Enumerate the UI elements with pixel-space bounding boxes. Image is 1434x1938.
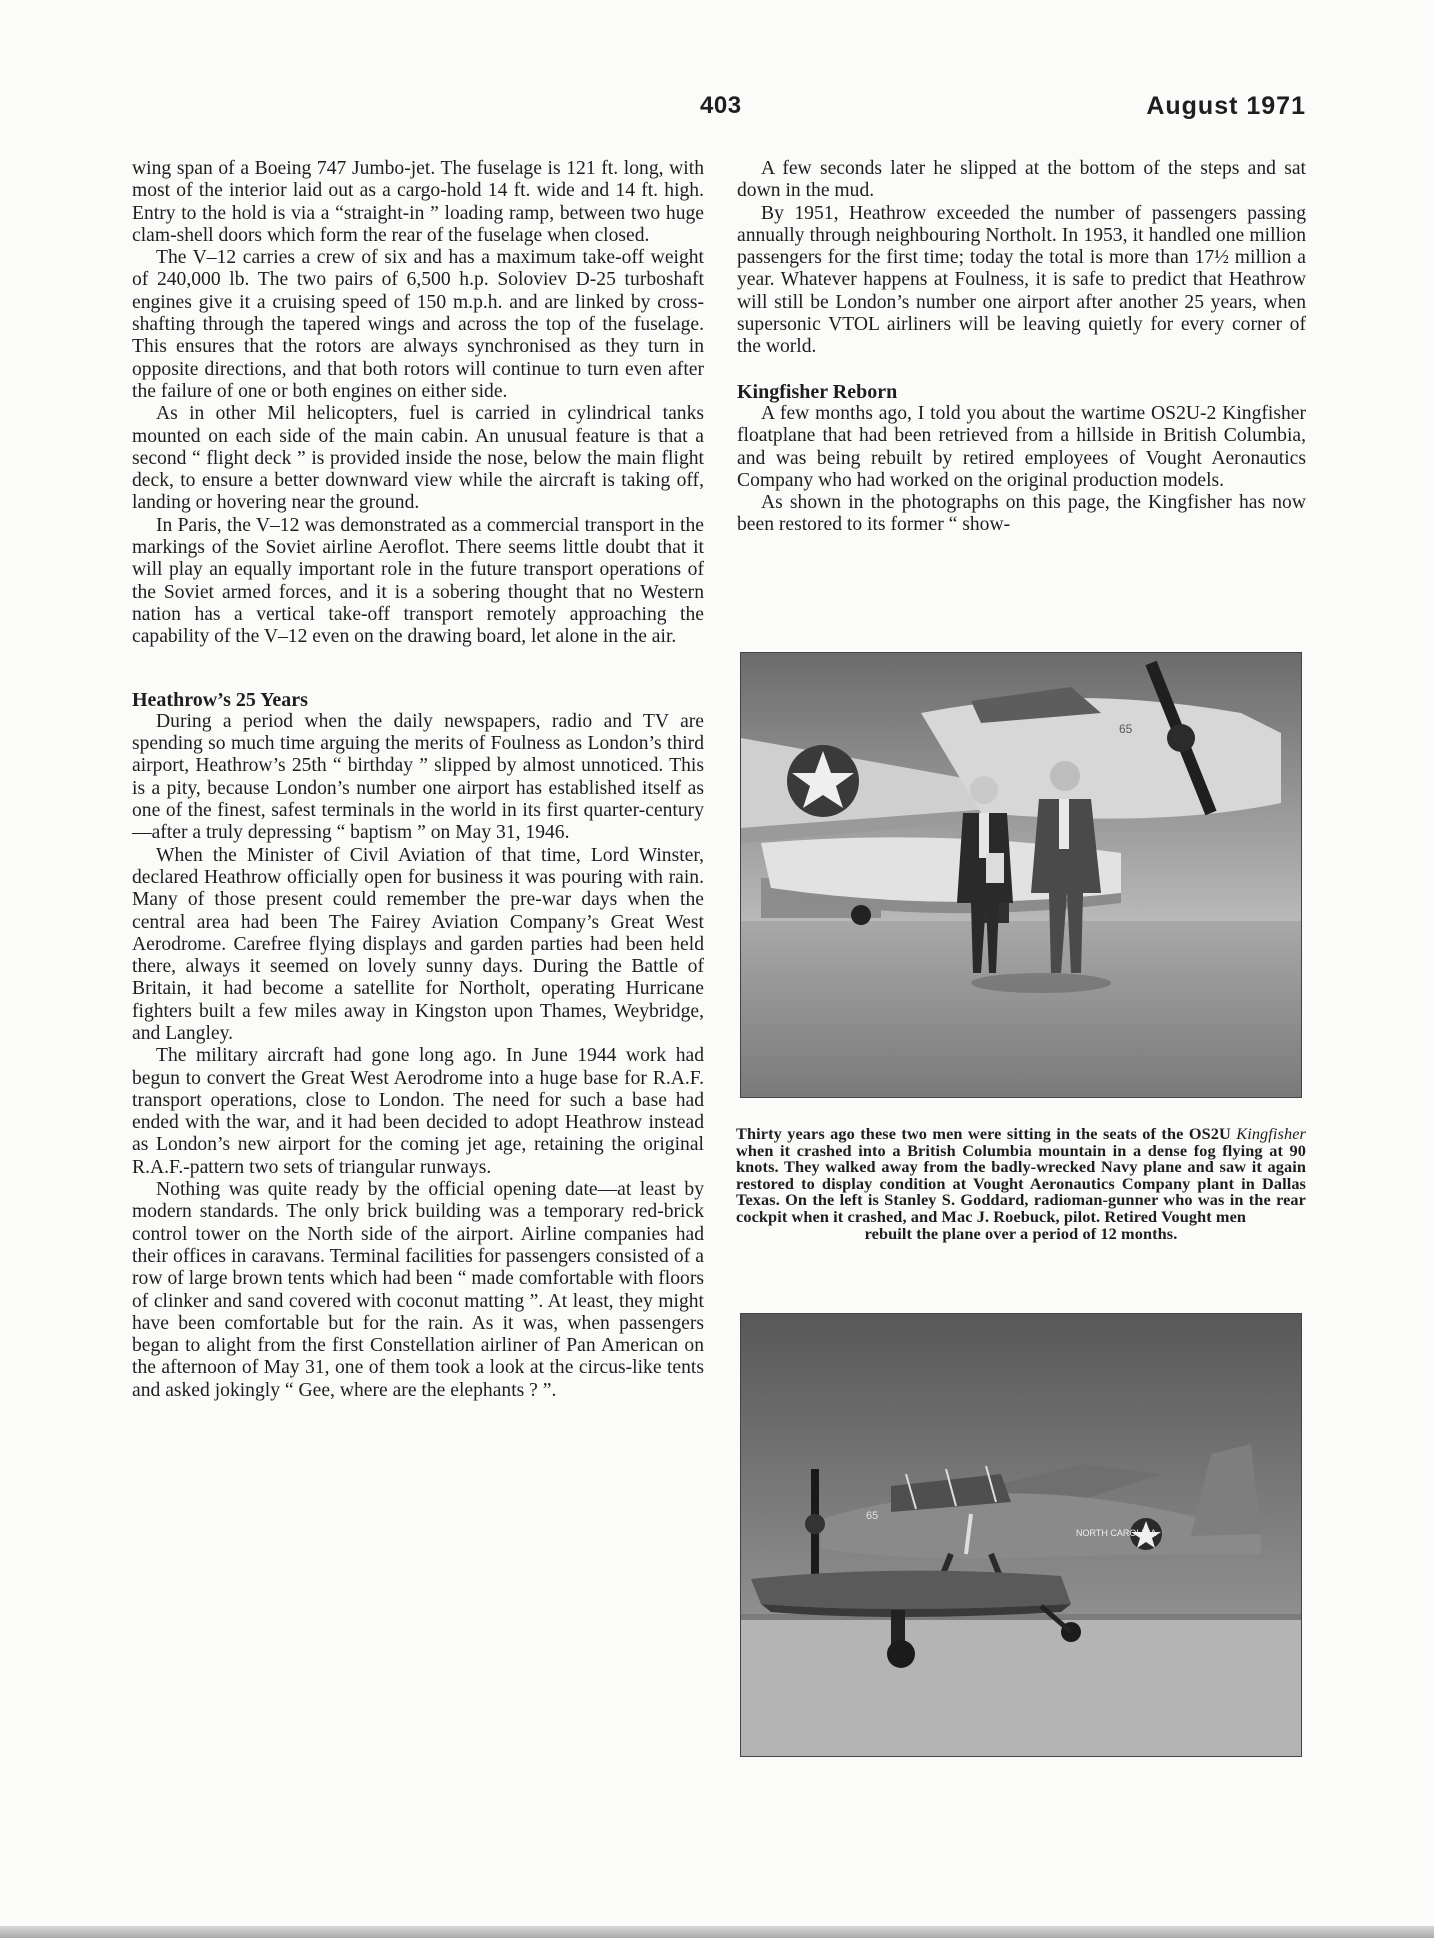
caption-text: Thirty years ago these two men were sitting in the seats of the OS2U (736, 1124, 1237, 1143)
right-column (737, 158, 1306, 537)
photo-caption (736, 1126, 1306, 1242)
section-heading-heathrow: Heathrow’s 25 Years (132, 688, 308, 711)
paragraph: As shown in the photographs on this page, the Kingfisher has now been restored to its former “ show- (737, 492, 1306, 536)
photo-floatplane-on-beaching-gear-icon (741, 1314, 1301, 1756)
paragraph: During a period when the daily newspapers, radio and TV are spending so much time arguing the merits of Foulness as London’s third airport, Heathrow’s 25th “ birthday ” slipped by almost unnoticed. This is a pity, because London’s number one airport has established itself as one of the finest, safest terminals in the world in its first quarter-century—after a truly depressing “ baptism ” on May 31, 1946. (132, 710, 704, 844)
paragraph: The military aircraft had gone long ago. In June 1944 work had begun to convert the Great West Aerodrome into a huge base for R.A.F. transport operations, close to London. The need for such a base had ended with the war, and it had been decided to adopt Heathrow instead as London’s new airport for the coming jet age, retaining the original R.A.F.-pattern two sets of triangular runways. (132, 1045, 704, 1178)
paragraph: As in other Mil helicopters, fuel is carried in cylindrical tanks mounted on each side of the main cabin. An unusual feature is that a second “ flight deck ” is provided inside the nose, below the main flight deck, to ensure a better downward view while the aircraft is taking off, landing or hovering near the ground. (132, 403, 704, 514)
paragraph: wing span of a Boeing 747 Jumbo-jet. The fuselage is 121 ft. long, with most of the interior laid out as a cargo-hold 14 ft. wide and 14 ft. high. Entry to the hold is via a “straight-in ” loading ramp, between two huge clam-shell doors which form the rear of the fuselage when closed. (132, 158, 704, 246)
issue-date: August 1971 (1146, 92, 1306, 120)
paragraph: By 1951, Heathrow exceeded the number of passengers passing annually through neighbouring Northolt. In 1953, it handled one million passengers for the first time; today the total is more than 17½ million a year. Whatever happens at Foulness, it is safe to predict that Heathrow will still be London’s number one airport after another 25 years, when supersonic VTOL airliners will be leaving quietly for every corner of the world. (737, 202, 1306, 358)
page-number: 403 (700, 92, 742, 119)
caption-italic: Kingfisher (1236, 1124, 1306, 1143)
section-heading-kingfisher: Kingfisher Reborn (737, 380, 898, 403)
caption-last-line: rebuilt the plane over a period of 12 months. (864, 1223, 1178, 1243)
paragraph: When the Minister of Civil Aviation of that time, Lord Winster, declared Heathrow officially open for business it was pouring with rain. Many of those present could remember the pre-war days when the central area had been The Fairey Aviation Company’s Great West Aerodrome. Carefree flying displays and garden parties had been held there, always it seemed on lovely sunny days. During the Battle of Britain, it had become a satellite for Northolt, operating Hurricane fighters built a few miles away in Kingston upon Thames, Weybridge, and Langley. (132, 844, 704, 1044)
bottom-edge (0, 1926, 1434, 1938)
paragraph: A few months ago, I told you about the wartime OS2U-2 Kingfisher floatplane that had been retrieved from a hillside in British Columbia, and was being rebuilt by retired employees of Vought Aeronautics Company who had worked on the original production models. (737, 402, 1306, 491)
plane-marking: NORTH CAROLINA (1076, 1528, 1157, 1538)
photo-floatplane-on-beaching-gear (740, 1313, 1302, 1757)
paragraph: Nothing was quite ready by the official opening date—at least by modern standards. The only brick building was a temporary red-brick control tower on the North side of the airport. Airline companies had their offices in caravans. Terminal facilities for passengers consisted of a row of large brown tents which had been “ made comfortable with floors of clinker and sand covered with coconut matting ”. At least, they might have been comfortable but for the rain. As it was, when passengers began to alight from the first Constellation airliner of Pan American on the afternoon of May 31, one of them took a look at the circus-like tents and asked jokingly “ Gee, where are the elephants ? ”. (132, 1179, 704, 1401)
svg-text:65: 65 (1119, 722, 1133, 736)
paragraph: The V–12 carries a crew of six and has a maximum take-off weight of 240,000 lb. The two pairs of 6,500 h.p. Soloviev D-25 turboshaft engines give it a cruising speed of 150 m.p.h. and are linked by cross-shafting through the tapered wings and across the top of the fuselage. This ensures that the rotors are always synchronised as they turn in opposite directions, and that both rotors will continue to turn even after the failure of one or both engines on either side. (132, 247, 704, 402)
plane-marking: 65 (866, 1510, 879, 1522)
paragraph: A few seconds later he slipped at the bottom of the steps and sat down in the mud. (737, 158, 1306, 202)
left-column (132, 158, 704, 1402)
caption-text: when it crashed into a British Columbia mountain in a dense fog flying at 90 knots. They walked away from the badly-wrecked Navy plane and saw it again restored to display condition at Vought Aeronautics Company plant in Dallas Texas. On the left is Stanley S. Goddard, radioman-gunner who was in the rear cockpit when it crashed, and Mac J. Roebuck, pilot. Retired Vought men (736, 1140, 1306, 1226)
photo-two-men-with-floatplane-icon (741, 653, 1301, 1097)
paragraph: In Paris, the V–12 was demonstrated as a commercial transport in the markings of the Soviet airline Aeroflot. There seems little doubt that it will play an equally important role in the future transport operations of the Soviet armed forces, and it is a sobering thought that no Western nation has a vertical take-off transport remotely approaching the capability of the V–12 even on the drawing board, let alone in the air. (132, 514, 704, 648)
photo-two-men-with-floatplane (740, 652, 1302, 1098)
